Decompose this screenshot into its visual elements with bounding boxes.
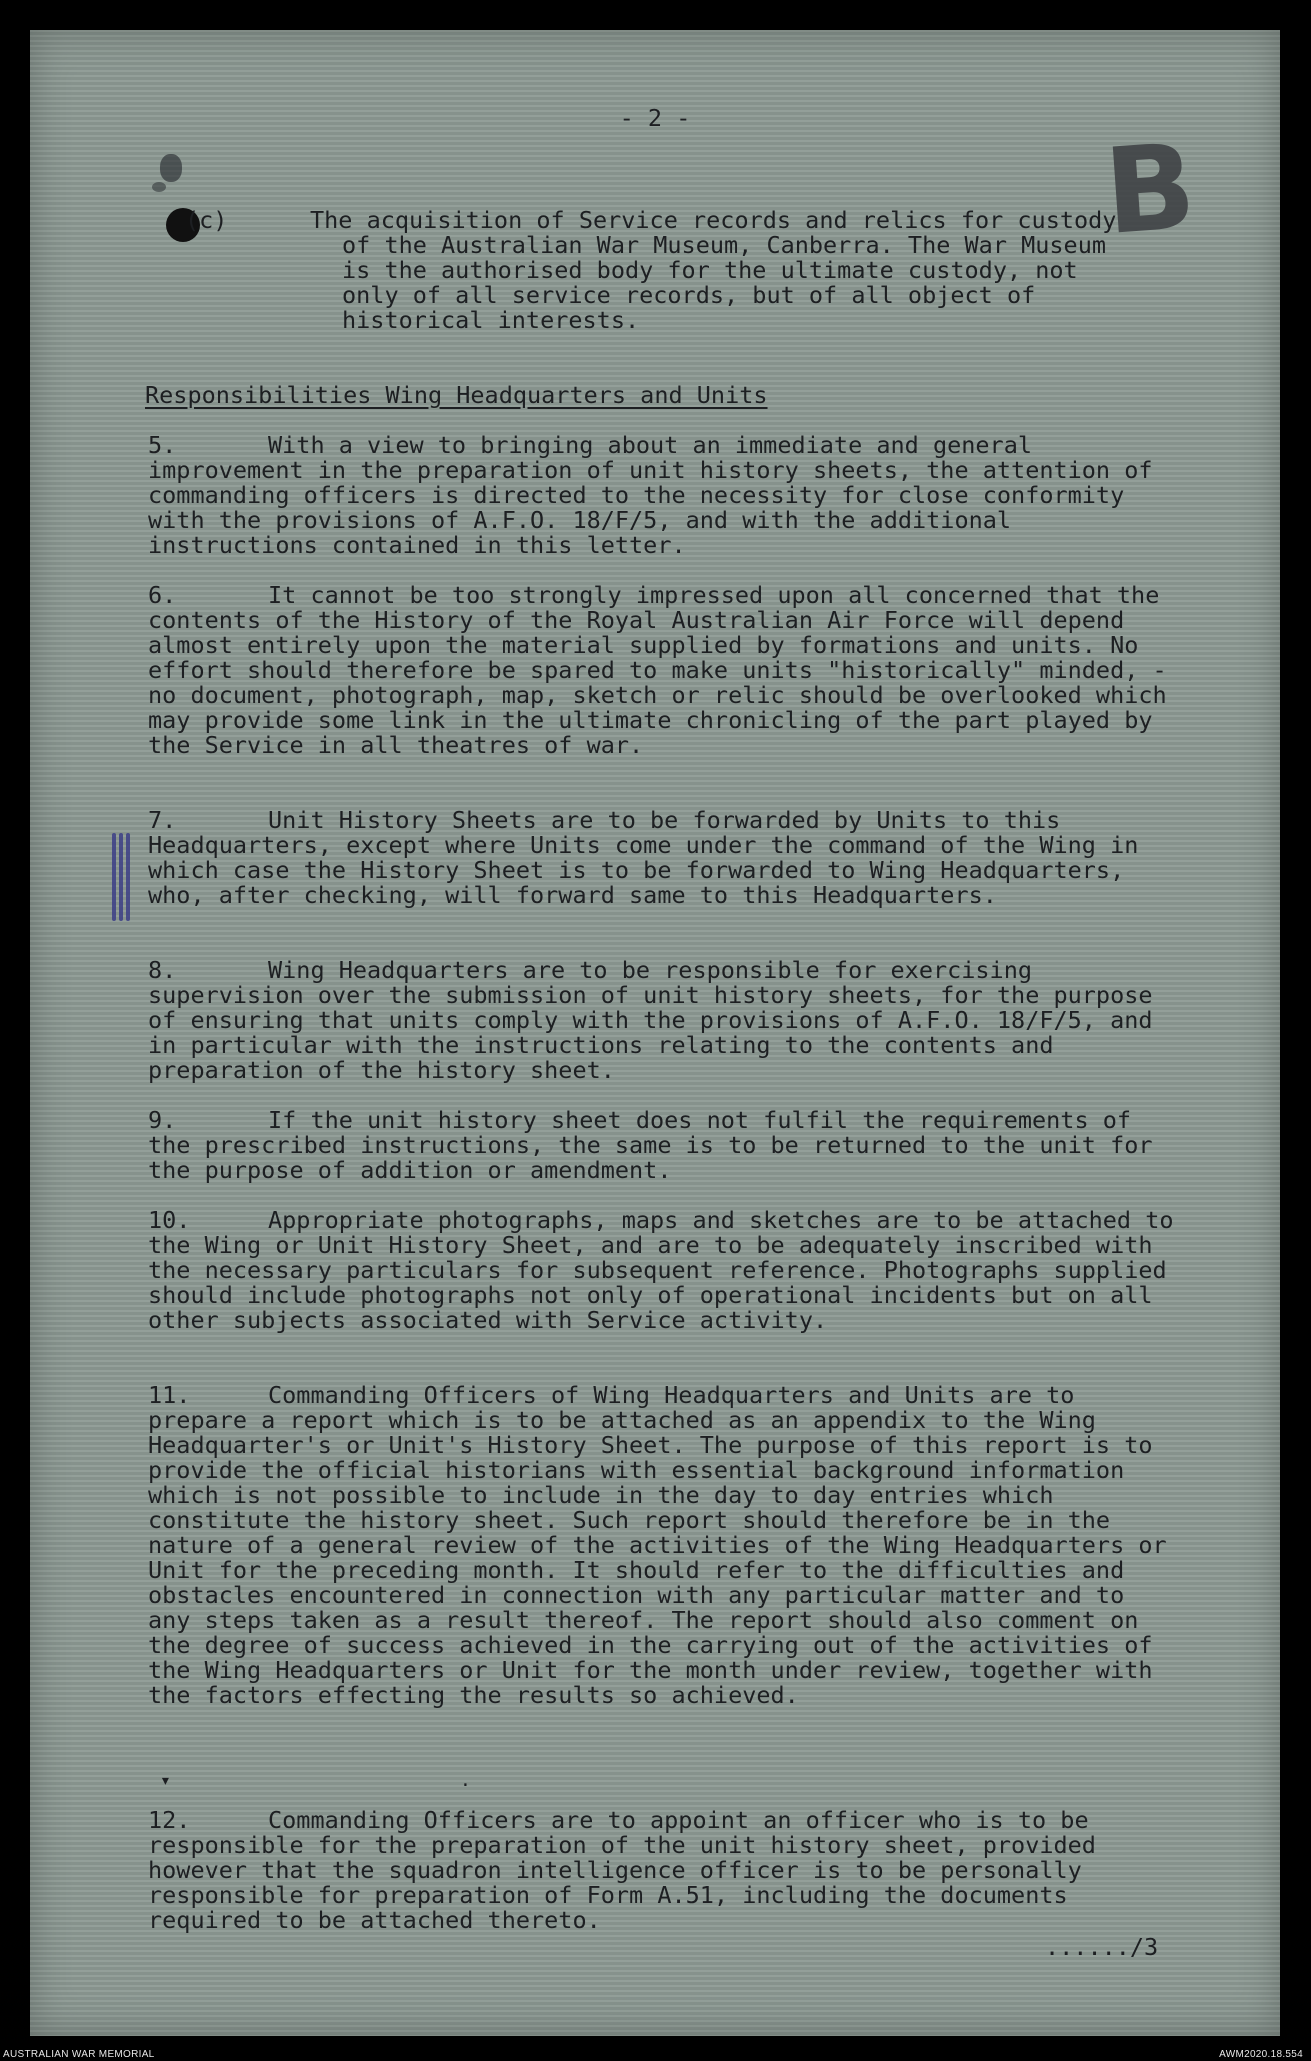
paragraph-number: 6. — [148, 581, 177, 609]
paragraph-number: 9. — [148, 1106, 177, 1134]
paragraph-text: Unit History Sheets are to be forwarded by Units to this Headquarters, except where Units come under the command of the Wing in which case the History Sheet is to be forwarded to Wing Headquarters, who, after checking, will forward same to this Headquarters. — [148, 806, 1139, 909]
continuation-marker: ....../3 — [1045, 1933, 1159, 1961]
item-c-marker: (c) — [185, 206, 228, 234]
paragraph-text: If the unit history sheet does not fulfil the requirements of the prescribed instructions, the same is to be returned to the unit for the purpose of addition or amendment. — [148, 1106, 1153, 1184]
paragraph-5 — [148, 433, 1178, 558]
stray-mark: · — [460, 1775, 471, 1796]
item-c-text: The acquisition of Service records and relics for custody of the Australian War Museum, Canberra. The War Museum is the authorised body for the ultimate custody, not only of all service records, but of all object of historical interests. — [310, 206, 1117, 334]
paragraph-number: 7. — [148, 806, 177, 834]
section-heading: Responsibilities Wing Headquarters and Units — [145, 381, 768, 409]
margin-pen-mark — [110, 833, 132, 923]
paragraph-number: 8. — [148, 956, 177, 984]
paragraph-text: Appropriate photographs, maps and sketches are to be attached to the Wing or Unit History Sheet, and are to be adequately inscribed with the necessary particulars for subsequent reference. Photographs supplied should include photographs not only of operational incidents but on all other subjects associated with Service activity. — [148, 1206, 1174, 1334]
footer-accession-number: AWM2020.18.554 — [1219, 2049, 1303, 2060]
paragraph-text: Commanding Officers of Wing Headquarters and Units are to prepare a report which is to be attached as an appendix to the Wing Headquarter's or Unit's History Sheet. The purpose of this report is to provide the official historians with essential background information which is not possible to include in the day to day entries which constitute the history sheet. Such report should therefore be in the nature of a general review of the activities of the Wing Headquarters or Unit for the preceding month. It should refer to the difficulties and obstacles encountered in connection with any particular matter and to any steps taken as a result thereof. The report should also comment on the degree of success achieved in the carrying out of the activities of the Wing Headquarters or Unit for the month under review, together with the factors effecting the results so achieved. — [148, 1381, 1167, 1709]
paragraph-number: 10. — [148, 1206, 191, 1234]
ink-blot — [140, 150, 200, 260]
paragraph-12 — [148, 1808, 1178, 1933]
paragraph-10 — [148, 1208, 1178, 1333]
paragraph-7 — [148, 808, 1178, 908]
paragraph-text: It cannot be too strongly impressed upon all concerned that the contents of the History of the Royal Australian Air Force will depend almost entirely upon the material supplied by formations and units. No effort should therefore be spared to make units "historically" minded, - no document, photograph, map, sketch or relic should be overlooked which may provide some link in the ultimate chronicling of the part played by the Service in all theatres of war. — [148, 581, 1167, 759]
paragraph-number: 11. — [148, 1381, 191, 1409]
paragraph-text: With a view to bringing about an immediate and general improvement in the preparation of unit history sheets, the attention of commanding officers is directed to the necessity for close conformity with the provisions of A.F.O. 18/F/5, and with the additional instructions contained in this letter. — [148, 431, 1153, 559]
page-number: - 2 - — [619, 104, 691, 132]
footer-institution: AUSTRALIAN WAR MEMORIAL — [3, 2049, 155, 2060]
paragraph-number: 5. — [148, 431, 177, 459]
handwritten-mark: B — [1100, 117, 1200, 261]
paragraph-number: 12. — [148, 1806, 191, 1834]
paragraph-6 — [148, 583, 1178, 758]
paragraph-11 — [148, 1383, 1178, 1708]
paragraph-text: Commanding Officers are to appoint an officer who is to be responsible for the preparation of the unit history sheet, provided however that the squadron intelligence officer is to be personally responsible for preparation of Form A.51, including the documents required to be attached thereto. — [148, 1806, 1096, 1934]
document-page — [30, 30, 1280, 2036]
paragraph-8 — [148, 958, 1178, 1083]
stray-mark: ▾ — [160, 1770, 171, 1791]
paragraph-text: Wing Headquarters are to be responsible for exercising supervision over the submission of unit history sheets, for the purpose of ensuring that units comply with the provisions of A.F.O. 18/F/5, and in particular with the instructions relating to the contents and preparation of the history sheet. — [148, 956, 1153, 1084]
paragraph-9 — [148, 1108, 1178, 1183]
